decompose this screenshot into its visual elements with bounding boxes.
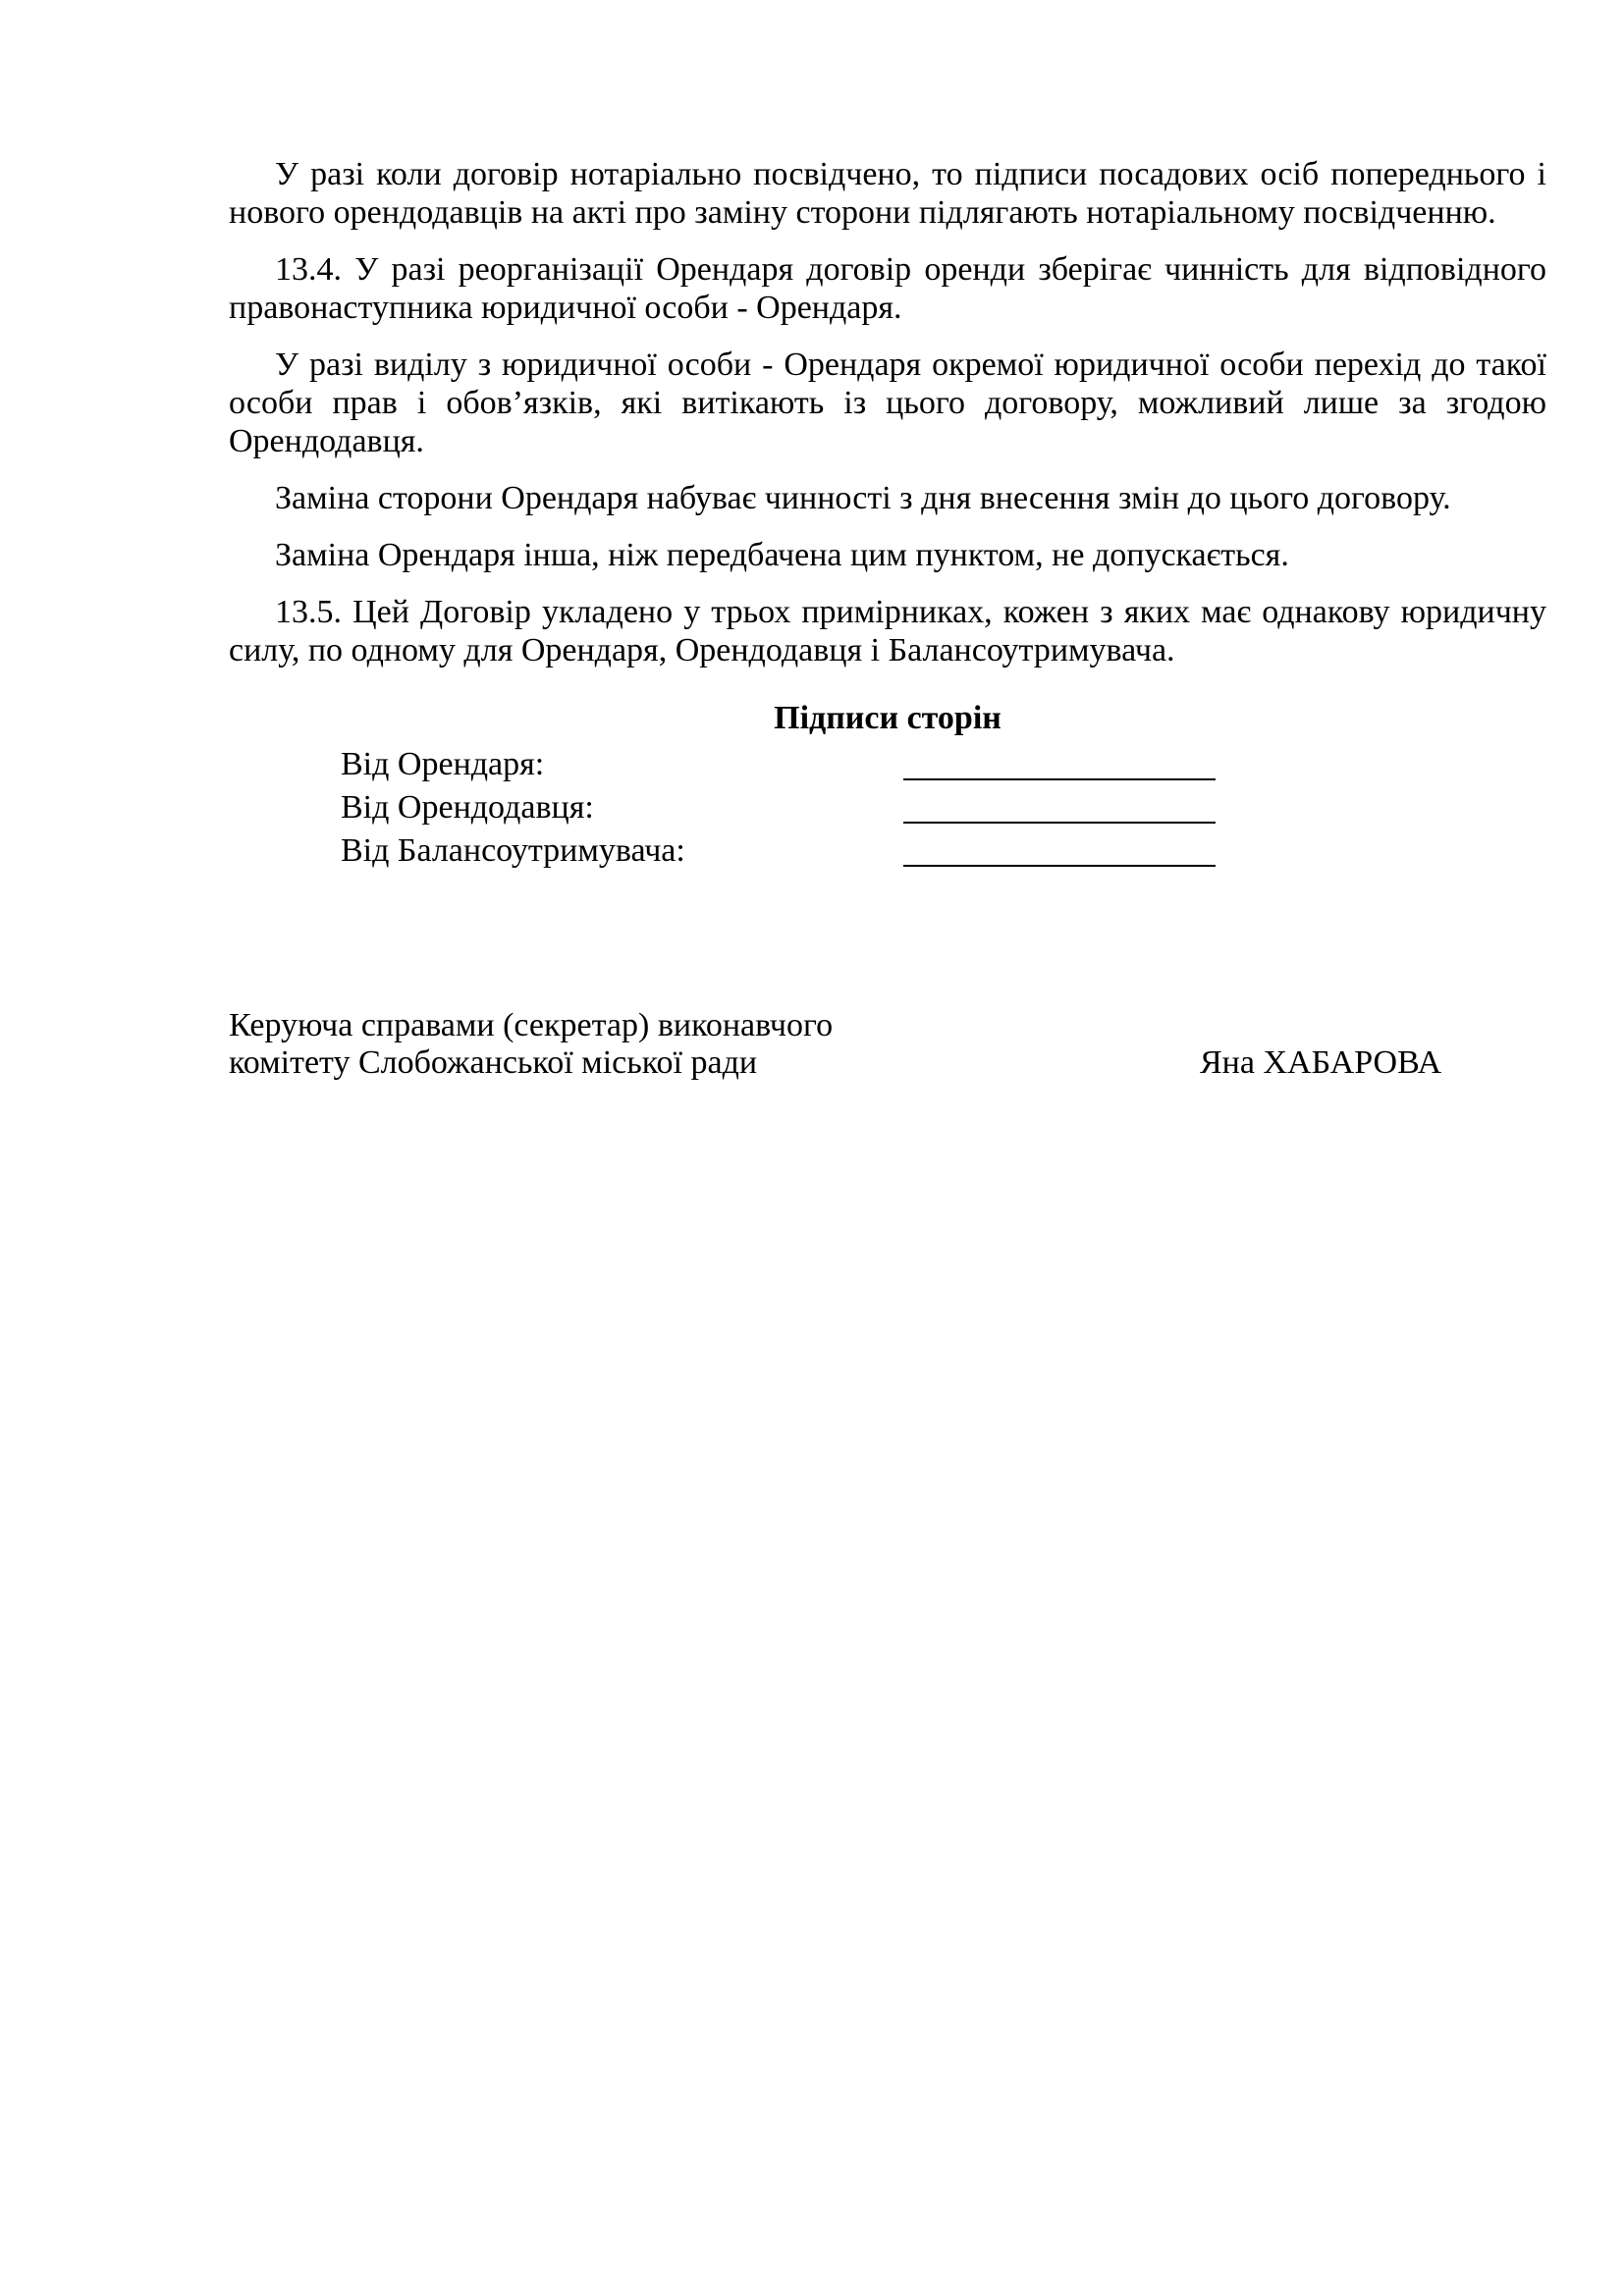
signatures-heading: Підписи сторін xyxy=(774,700,1001,736)
paragraph-zamina-storony: Заміна сторони Орендаря набуває чинності з дня внесення змін до цього договору. xyxy=(275,480,1451,516)
signature-row-balansoutrymuvach xyxy=(229,829,1546,873)
paragraph-13-5: 13.5. Цей Договір укладено у трьох примірниках, кожен з яких має однакову юридичну силу, по одному для Орендаря, Орендодавця і Балансоутримувача. xyxy=(229,594,1546,668)
signature-line xyxy=(903,829,1216,867)
signature-label: Від Орендодавця: xyxy=(341,789,594,826)
signature-row-orendar xyxy=(229,743,1546,786)
approval-footer xyxy=(229,1007,1546,1082)
signatures-block xyxy=(229,743,1546,873)
paragraph-zamina-orendarya: Заміна Орендаря інша, ніж передбачена цим пунктом, не допускається. xyxy=(275,537,1289,573)
signature-label: Від Орендаря: xyxy=(341,746,545,782)
signature-line xyxy=(903,786,1216,824)
paragraph-13-4: 13.4. У разі реорганізації Орендаря договір оренди зберігає чинність для відповідного правонаступника юридичної особи - Орендаря. xyxy=(229,251,1546,326)
signature-line xyxy=(903,743,1216,780)
approver-title-line2: комітету Слобожанської міської ради xyxy=(229,1044,758,1081)
approver-title-line1: Керуюча справами (секретар) виконавчого xyxy=(229,1007,834,1043)
paragraph-notarial: У разі коли договір нотаріально посвідчено, то підписи посадових осіб попереднього і нового орендодавців на акті про заміну сторони підлягають нотаріальному посвідченню. xyxy=(229,156,1546,231)
signature-label: Від Балансоутримувача: xyxy=(341,832,685,869)
approver-name: Яна ХАБАРОВА xyxy=(1200,1044,1442,1081)
body-text xyxy=(229,155,1546,873)
paragraph-vydil: У разі виділу з юридичної особи - Орендаря окремої юридичної особи перехід до такої особи прав і обов’язків, які витікають із цього договору, можливий лише за згодою Орендодавця. xyxy=(229,347,1546,459)
signature-row-orendodavets xyxy=(229,786,1546,829)
